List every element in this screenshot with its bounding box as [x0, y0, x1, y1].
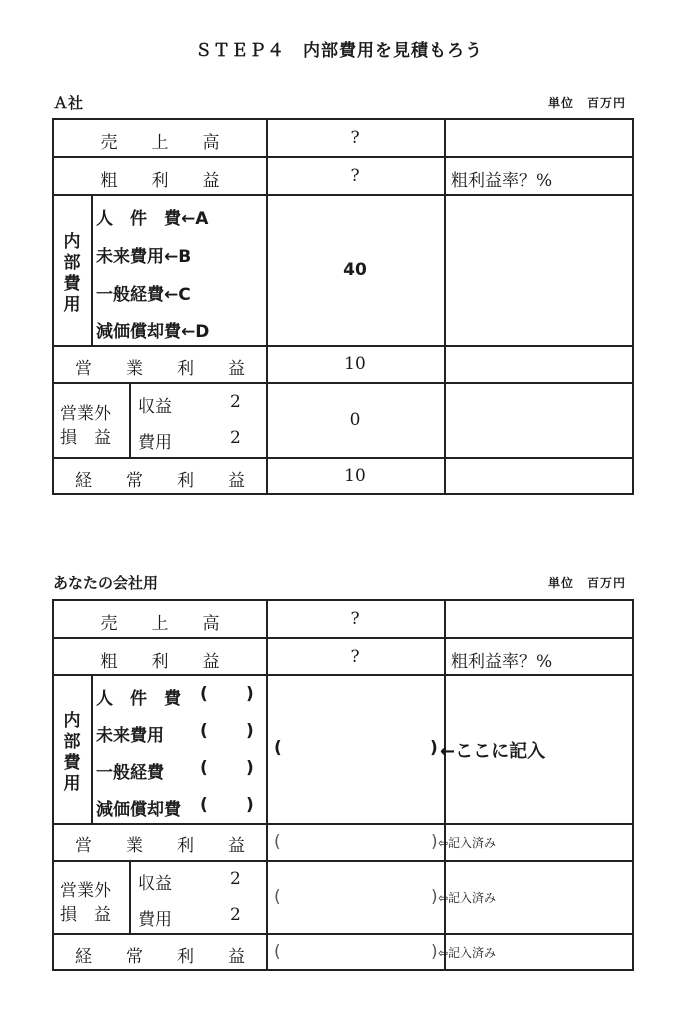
b-item-depreciation-open: (	[200, 795, 208, 815]
unit-label-a: 単位 百万円	[548, 96, 627, 110]
a-item-depreciation: 減価償却費←D	[96, 322, 210, 342]
b-item-depreciation-close: )	[246, 795, 254, 815]
b-nonop-paren-open: (	[274, 887, 281, 907]
b-nonop-paren-close: )	[431, 887, 438, 907]
company-a-table	[52, 118, 634, 495]
b-nonop-note: ⇦記入済み	[438, 891, 497, 905]
a-internal-value: 40	[343, 260, 367, 280]
b-internal-label: 内 部 費 用	[63, 711, 81, 794]
a-nonop-expense-label: 費用	[138, 433, 172, 453]
b-nonop-income-label: 収益	[138, 874, 172, 894]
b-nonop-income-value: 2	[230, 869, 241, 889]
b-item-future-close: )	[246, 721, 254, 741]
b-ordinary-note: ⇦記入済み	[438, 946, 497, 960]
b-sales-value: ?	[350, 609, 360, 629]
a-operating-value: 10	[344, 354, 366, 374]
b-item-general: 一般経費	[96, 763, 164, 783]
a-gross-margin: 粗利益率？%	[451, 171, 553, 191]
b-ordinary-paren-close: )	[431, 942, 438, 962]
b-ordinary-label: 経 常 利 益	[75, 947, 245, 967]
b-item-personnel: 人 件 費	[96, 689, 181, 709]
a-nonop-income-label: 収益	[138, 397, 172, 417]
b-operating-label: 営 業 利 益	[75, 836, 245, 856]
b-internal-paren-close: )	[430, 738, 438, 758]
a-ordinary-label: 経 常 利 益	[75, 471, 245, 491]
a-item-future: 未来費用←B	[96, 247, 192, 267]
a-ordinary-value: 10	[344, 466, 366, 486]
a-item-general: 一般経費←C	[96, 285, 191, 305]
b-item-future: 未来費用	[96, 726, 164, 746]
a-nonop-expense-value: 2	[230, 428, 241, 448]
b-item-depreciation: 減価償却費	[96, 800, 181, 820]
b-nonop-label-1: 営業外	[60, 881, 111, 901]
b-operating-paren-open: (	[274, 832, 281, 852]
unit-label-b: 単位 百万円	[548, 576, 627, 590]
b-internal-paren-open: (	[274, 738, 282, 758]
a-nonop-value: 0	[349, 410, 361, 430]
a-internal-label: 内 部 費 用	[63, 232, 81, 315]
b-internal-arrow-note: ←ここに記入	[440, 741, 546, 762]
a-gross-label: 粗 利 益	[100, 171, 220, 191]
a-gross-value: ?	[350, 166, 360, 186]
b-operating-note: ⇦記入済み	[438, 836, 497, 850]
b-nonop-expense-label: 費用	[138, 910, 172, 930]
a-item-personnel: 人 件 費←A	[96, 209, 209, 229]
a-nonop-label-1: 営業外	[60, 404, 111, 424]
b-item-general-open: (	[200, 758, 208, 778]
b-item-future-open: (	[200, 721, 208, 741]
b-nonop-expense-value: 2	[230, 905, 241, 925]
page-title: ＳＴＥＰ４ 内部費用を見積もろう	[195, 41, 483, 61]
b-sales-label: 売 上 高	[100, 614, 220, 634]
b-nonop-label-2: 損 益	[60, 905, 111, 925]
a-nonop-income-value: 2	[230, 392, 241, 412]
company-a-label: Ａ社	[53, 94, 84, 112]
b-item-personnel-open: (	[200, 684, 208, 704]
b-gross-margin: 粗利益率？%	[451, 652, 553, 672]
your-company-label: あなたの会社用	[53, 574, 159, 592]
a-nonop-label-2: 損 益	[60, 428, 111, 448]
a-operating-label: 営 業 利 益	[75, 359, 245, 379]
a-sales-value: ?	[350, 128, 360, 148]
b-gross-label: 粗 利 益	[100, 652, 220, 672]
b-item-general-close: )	[246, 758, 254, 778]
b-gross-value: ?	[350, 647, 360, 667]
b-item-personnel-close: )	[246, 684, 254, 704]
b-ordinary-paren-open: (	[274, 942, 281, 962]
your-company-table	[52, 599, 634, 971]
a-sales-label: 売 上 高	[100, 133, 220, 153]
b-operating-paren-close: )	[431, 832, 438, 852]
